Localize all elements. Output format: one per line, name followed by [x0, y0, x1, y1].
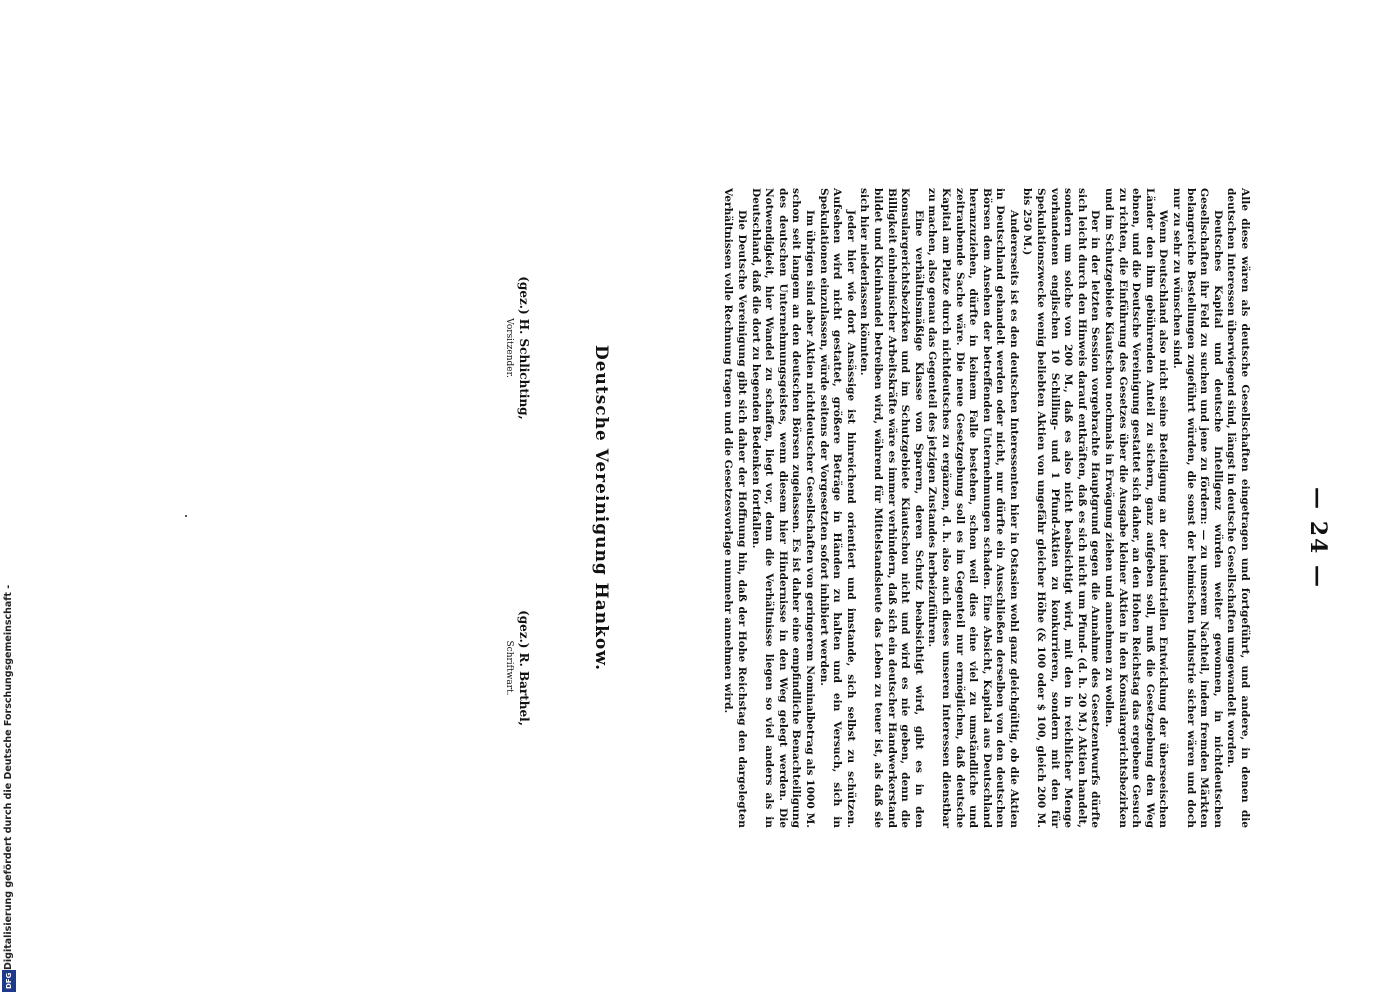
signature-role: Schriftwart.	[504, 640, 514, 696]
paragraph: Alle diese wären als deutsche Gesellschaften eingetragen und fortgeführt, und andere, in denen die deutschen Interessen überwiegend sind, längst in deutsche Gesellschaften umgewandelt worden.	[1225, 188, 1251, 828]
signature-role: Vorsitzender.	[504, 318, 514, 378]
paragraph: Im übrigen sind aber Aktien nichtdeutscher Gesellschaften von geringerem Nominalbetrag als 1000 M. schon seit langem an den deutschen Börsen zugelassen. Es ist daher eine empfindliche Benachteiligung des deutschen Unternehmungsgeistes, wenn diesem hier Hindernisse in den Weg gelegt werden. Die Notwendigkeit, hier Wandel zu schaffen, liegt vor, denn die Verhältnisse liegen so viel anders als in Deutschland, daß die dort zu hegenden Bedenken fortfallen.	[749, 188, 816, 828]
paragraph: Der in der letzten Session vorgebrachte Hauptgrund gegen die Annahme des Gesetzentwurfs dürfte sich leicht durch den Hinweis darauf entkräften, daß es sich nicht um Pfund- (d. h. 20 M.) Aktien handelt, sondern um solche von 200 M., daß es also nicht beabsichtigt wird, mit den in reichlicher Menge vorhandenen englischen 10 Schilling- und 1 Pfund-Aktien zu konkurrieren, sondern mit den für Spekulationszwecke wenig beliebten Aktien von ungefähr gleicher Höhe (& 100 oder $ 100, gleich 200 M. bis 250 M.)	[1021, 188, 1102, 828]
page-number: — 24 —	[1305, 487, 1331, 589]
closing-title: Deutsche Vereinigung Hankow.	[591, 344, 611, 672]
signature-name: (gez.) R. Barthel,	[517, 610, 531, 726]
rotated-document-page	[311, 188, 1331, 828]
signature-right	[504, 568, 531, 768]
paragraph: Deutsches Kapital und deutsche Intelligenz würden weiter gewonnen, in nichtdeutschen Gesellschaften ihr Feld zu suchen und jene zu fördern: — zu unserem Nachteil, indem fremden Märkten belangreiche Bestellungen zugeführt würden, die sonst der heimischen Industrie sicher wären und doch nur zu sehr zu wünschen sind.	[1171, 188, 1224, 828]
digitization-credit	[0, 584, 20, 1000]
signature-name: (gez.) H. Schlichting,	[517, 276, 531, 420]
body-text	[721, 188, 1251, 828]
paragraph: Andererseits ist es den deutschen Interessenten hier in Ostasien wohl ganz gleichgültig, ob die Aktien in Deutschland gehandelt werden oder nicht, nur dürfte ein Ausschließen derselben von den deutschen Börsen dem Ansehen der betreffenden Unternehmungen schaden. Eine Absicht, Kapital aus Deutschland heranzuziehen, dürfte in keinem Falle bestehen, schon weil dies eine viel zu umständliche und zeitraubende Sache wäre. Die neue Gesetzgebung soll es im Gegenteil nur ermöglichen, daß deutsche Kapital am Platze durch nichtdeutsches zu ergänzen, d. h. also auch dieses unseren Interessen dienstbar zu machen, also genau das Gegenteil des jetzigen Zustandes herbeizuführen.	[926, 188, 1020, 828]
paragraph: Jeder hier wie dort Ansässige ist hinreichend orientiert und imstande, sich selbst zu schützen. Aufsehen wird nicht gestattet, größere Beträge in Händen zu halten und ein Versuch, sich in Spekulationen einzulassen, würde seitens der Vorgesetzten sofort inhibiert werden.	[817, 188, 857, 828]
scan-speck	[185, 515, 187, 517]
paragraph: Die Deutsche Vereinigung gibt sich daher der Hoffnung hin, daß der Hohe Reichstag den dargelegten Verhältnissen volle Rechnung tragen und die Gesetzesvorlage nunmehr annehmen wird.	[722, 188, 749, 828]
paragraph: Eine verhältnismäßige Klasse von Sparern, deren Schutz beabsichtigt wird, gibt es in den Konsulargerichtsbezirken und im Schutzgebiete Kiautschou nicht und wird es nie geben, denn die Billigkeit einheimischer Arbeitskräfte wäre es immer verhindern, daß sich ein deutscher Handwerkerstand bildet und Kleinhandel betreiben wird, während für Mittelstandsleute das Leben zu teuer ist, als daß sie sich hier niederlassen könnten.	[858, 188, 925, 828]
dfg-logo-icon: DFG	[2, 970, 16, 992]
signature-left	[504, 248, 531, 448]
credit-text: Digitalisierung gefördert durch die Deutsche Forschungsgemeinschaft -	[3, 584, 14, 970]
signature-row	[491, 188, 531, 828]
paragraph: Wenn Deutschland also nicht seine Beteiligung an der industriellen Entwicklung der überseeischen Länder den ihm gebührenden Anteil zu sichern, ganz aufgeben soll, muß die Gesetzgebung den Weg ebnen, und die Deutsche Vereinigung gestattet sich daher, an den Hohen Reichstag das ergebene Gesuch zu richten, die Einführung des Gesetzes über die Ausgabe kleiner Aktien in den Konsulargerichtsbezirken und im Schutzgebiete Kiautschou nochmals in Erwägung ziehen und annehmen zu wollen.	[1103, 188, 1170, 828]
